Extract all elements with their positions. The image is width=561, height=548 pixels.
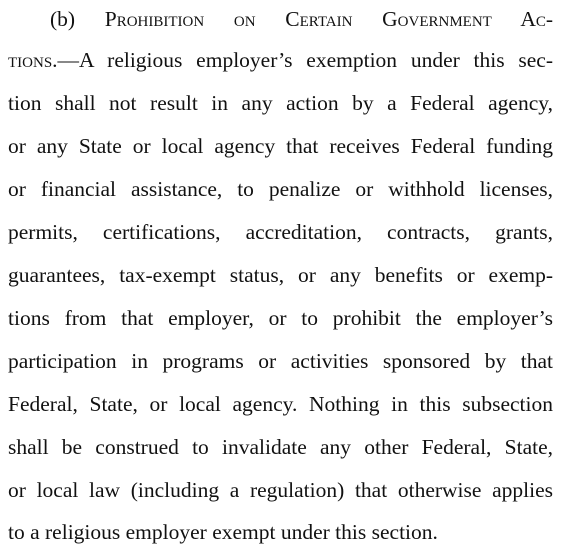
subsection-heading-continuation-line	[8, 45, 553, 75]
subsection-title-end: tions.	[8, 48, 58, 72]
subsection-body-start: —A religious employer’s exemption under this sec-	[57, 48, 553, 72]
body-line-6: tions from that employer, or to prohibit the employer’s	[8, 306, 553, 330]
body-line-9: shall be construed to invalidate any other Federal, State,	[8, 435, 553, 459]
body-line-3: or financial assistance, to penalize or withhold licenses,	[8, 177, 553, 201]
body-line-11: to a religious employer exempt under this section.	[8, 520, 438, 544]
body-line-4: permits, certifications, accreditation, contracts, grants,	[8, 220, 553, 244]
subsection-title-start: Prohibition on Certain Government Ac-	[104, 7, 554, 31]
body-line-1: tion shall not result in any action by a Federal agency,	[8, 91, 553, 115]
subsection-heading-line	[50, 4, 553, 34]
body-line-5: guarantees, tax-exempt status, or any benefits or exemp-	[8, 263, 553, 287]
subsection-marker: (b)	[50, 7, 76, 31]
body-line-10: or local law (including a regulation) that otherwise applies	[8, 478, 553, 502]
body-line-7: participation in programs or activities sponsored by that	[8, 349, 553, 373]
body-line-8: Federal, State, or local agency. Nothing in this subsection	[8, 392, 553, 416]
body-line-2: or any State or local agency that receives Federal funding	[8, 134, 553, 158]
